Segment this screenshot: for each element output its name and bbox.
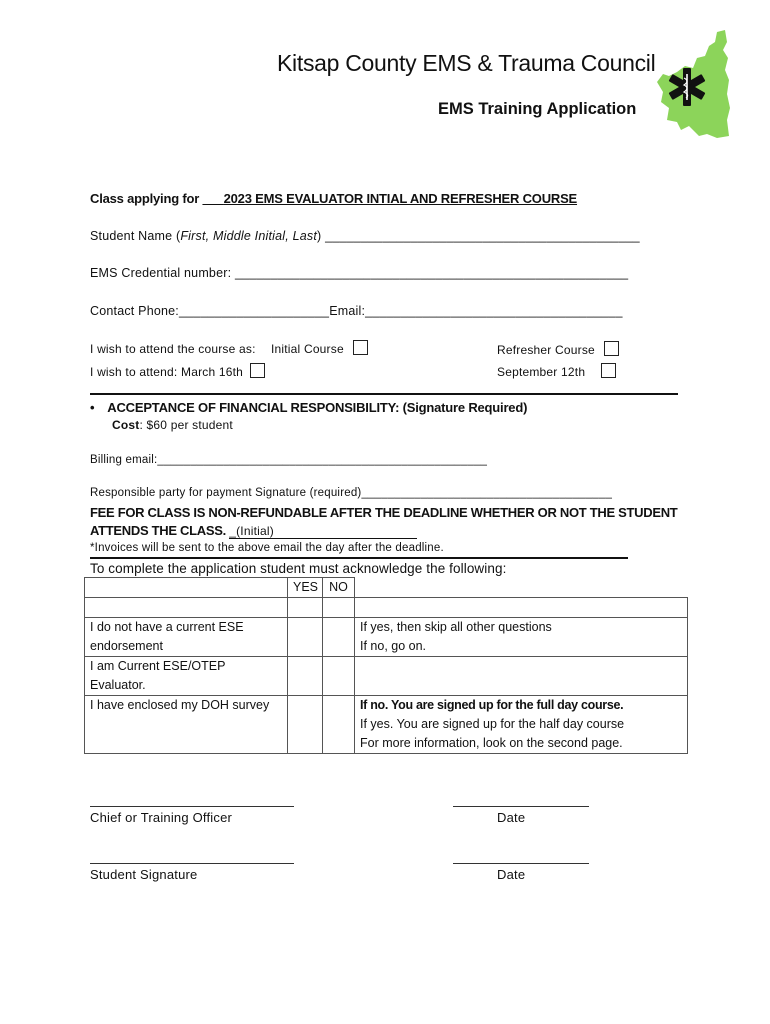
initial-course-label: Initial Course <box>271 342 344 356</box>
cost-label: Cost <box>112 418 140 432</box>
march-option[interactable] <box>90 363 265 379</box>
row-note-line: If no. You are signed up for the full day course. <box>360 698 624 712</box>
initial-label: (Initial) <box>236 524 274 538</box>
responsible-row <box>90 487 612 499</box>
row-note <box>355 696 688 754</box>
row-note-line: If no, go on. <box>360 639 427 653</box>
date-label-2: Date <box>497 867 526 882</box>
invoice-note: *Invoices will be sent to the above email the day after the deadline. <box>90 542 444 554</box>
billing-label: Billing email: <box>90 454 158 466</box>
credential-row <box>90 266 628 280</box>
row-statement: I have enclosed my DOH survey <box>85 696 288 754</box>
row-yes-cell[interactable] <box>288 618 323 657</box>
cost-row <box>112 418 233 432</box>
yes-header: YES <box>288 578 323 598</box>
contact-row <box>90 304 623 318</box>
header-note-cell <box>355 578 688 598</box>
row-no-cell[interactable] <box>323 657 355 696</box>
email-label: Email: <box>329 304 366 318</box>
officer-signature-line[interactable] <box>90 806 294 807</box>
student-name-close: ) <box>317 229 322 243</box>
student-name-row <box>90 229 640 243</box>
class-applying-label: Class applying for <box>90 191 200 206</box>
row-note-line: If yes. You are signed up for the half day course <box>360 717 625 731</box>
student-signature-label: Student Signature <box>90 867 198 882</box>
date-label-1: Date <box>497 810 526 825</box>
row-note-empty <box>355 657 688 696</box>
table-row <box>85 618 688 657</box>
class-applying-blank: ___ <box>202 191 224 206</box>
row-statement: I do not have a current ESE endorsement <box>85 618 288 657</box>
phone-label: Contact Phone: <box>90 304 179 318</box>
march-label: March 16th <box>181 365 244 379</box>
row-note <box>355 618 688 657</box>
row-no-cell[interactable] <box>323 696 355 754</box>
september-label: September 12th <box>497 365 586 379</box>
table-header-row <box>85 578 688 598</box>
form-subtitle: EMS Training Application <box>438 100 637 118</box>
officer-label: Chief or Training Officer <box>90 810 233 825</box>
financial-divider <box>90 557 628 559</box>
row-note-line: For more information, look on the second page. <box>360 736 623 750</box>
row-no-cell[interactable] <box>323 618 355 657</box>
fee-notice-line1: FEE FOR CLASS IS NON-REFUNDABLE AFTER THE DEADLINE WHETHER OR NOT THE STUDENT <box>90 505 678 520</box>
row-yes-cell[interactable] <box>288 696 323 754</box>
refresher-course-option[interactable] <box>497 341 619 357</box>
acknowledgement-table <box>84 577 688 754</box>
table-row <box>85 696 688 754</box>
row-note-line: If yes, then skip all other questions <box>360 620 552 634</box>
header-blank-cell <box>85 578 288 598</box>
september-checkbox[interactable] <box>601 363 616 378</box>
initial-field[interactable] <box>229 524 417 539</box>
september-option[interactable] <box>497 363 616 379</box>
org-title: Kitsap County EMS & Trauma Council <box>277 50 656 76</box>
initial-course-option[interactable] <box>271 340 368 356</box>
attend-label: I wish to attend: <box>90 365 178 379</box>
section-divider <box>90 393 678 395</box>
phone-field[interactable]: _____________________ <box>178 304 330 318</box>
no-header: NO <box>323 578 355 598</box>
financial-heading-row <box>90 400 527 415</box>
row-yes-cell[interactable] <box>288 657 323 696</box>
financial-heading: ACCEPTANCE OF FINANCIAL RESPONSIBILITY: (Signature Required) <box>107 400 528 415</box>
kitsap-star-of-life-logo <box>655 28 735 140</box>
billing-row <box>90 454 487 466</box>
responsible-signature-field[interactable]: ______________________________________ <box>361 487 613 499</box>
responsible-label: Responsible party for payment Signature (required) <box>90 487 362 499</box>
initial-course-checkbox[interactable] <box>353 340 368 355</box>
table-spacer-row <box>85 598 688 618</box>
credential-field[interactable]: _______________________________________________________ <box>234 266 629 280</box>
row-statement: I am Current ESE/OTEP Evaluator. <box>85 657 288 696</box>
refresher-course-label: Refresher Course <box>497 343 595 357</box>
acknowledgement-intro: To complete the application student must acknowledge the following: <box>90 561 507 576</box>
refresher-course-checkbox[interactable] <box>604 341 619 356</box>
fee-notice-line2: ATTENDS THE CLASS. <box>90 523 226 538</box>
class-applying-value[interactable]: 2023 EMS EVALUATOR INTIAL AND REFRESHER COURSE <box>223 191 578 206</box>
march-checkbox[interactable] <box>250 363 265 378</box>
student-name-hint: First, Middle Initial, Last <box>180 229 318 243</box>
billing-email-field[interactable]: __________________________________________________ <box>157 454 488 466</box>
officer-date-line[interactable] <box>453 806 589 807</box>
fee-notice-row2 <box>90 523 417 539</box>
attend-as-label: I wish to attend the course as: <box>90 342 256 356</box>
student-signature-line[interactable] <box>90 863 294 864</box>
email-field[interactable]: ____________________________________ <box>365 304 623 318</box>
table-row <box>85 657 688 696</box>
class-applying-row <box>90 191 577 206</box>
bullet-icon: • <box>90 400 95 415</box>
student-name-label: Student Name ( <box>90 229 181 243</box>
initial-blank: _ <box>229 524 237 538</box>
student-date-line[interactable] <box>453 863 589 864</box>
student-name-field[interactable]: ____________________________________________ <box>325 229 640 243</box>
credential-label: EMS Credential number: <box>90 266 232 280</box>
cost-value: : $60 per student <box>139 418 233 432</box>
